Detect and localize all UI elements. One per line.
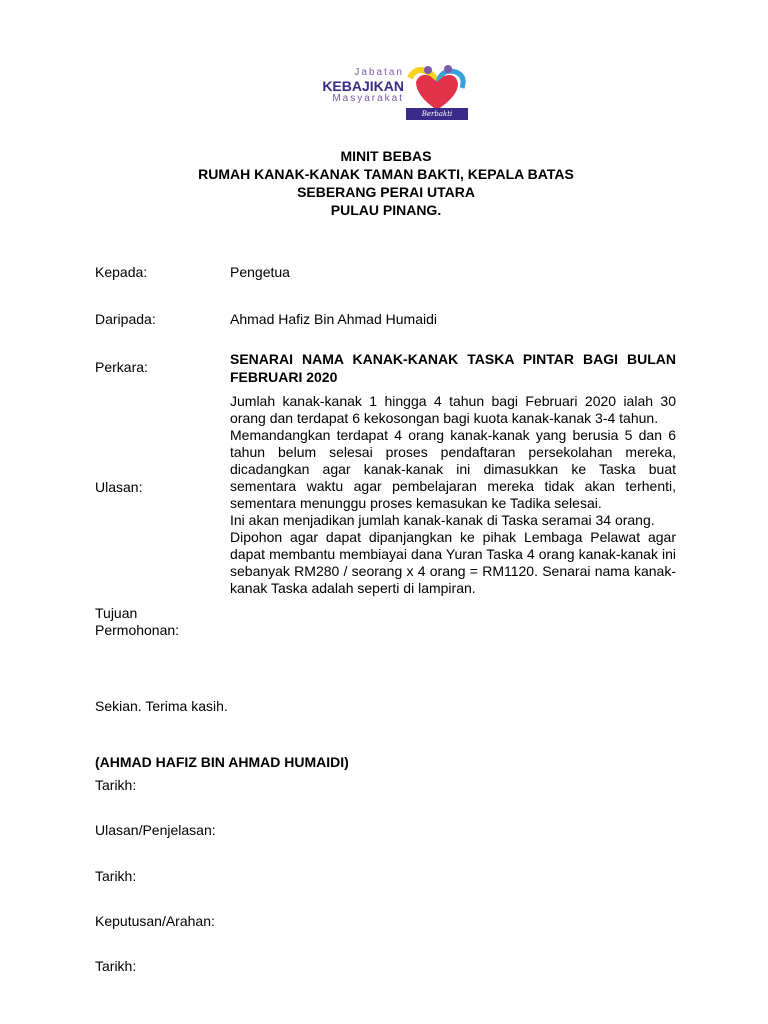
tarikh-1: Tarikh: (95, 777, 137, 793)
perkara-value: SENARAI NAMA KANAK-KANAK TASKA PINTAR BAGI BULAN FEBRUARI 2020 (230, 351, 676, 385)
ulasan-paragraph-1: Jumlah kanak-kanak 1 hingga 4 tahun bagi Februari 2020 ialah 30 orang dan terdapat 6 kekosongan bagi kuota kanak-kanak 3-4 tahun. (230, 393, 676, 426)
logo-wordmark (322, 68, 404, 104)
daripada-label: Daripada: (95, 311, 156, 327)
ulasan-label: Ulasan: (95, 479, 143, 495)
tarikh-3: Tarikh: (95, 958, 137, 974)
tujuan-label-line1: Tujuan (95, 605, 138, 621)
tujuan-permohonan-label (95, 605, 179, 639)
logo-jabatan: Jabatan (354, 67, 404, 78)
tujuan-paragraph: Dipohon agar dapat dipanjangkan ke pihak Lembaga Pelawat agar dapat membantu membiayai dana Yuran Taska 4 orang kanak-kanak ini sebanyak RM280 / seorang x 4 orang = RM1120. Senarai nama kanak-kanak Taska adalah seperti di lampiran. (230, 529, 676, 596)
perkara-label: Perkara: (95, 359, 148, 375)
ulasan-paragraph-3: Ini akan menjadikan jumlah kanak-kanak di Taska seramai 34 orang. (230, 512, 655, 528)
signatory-name: (AHMAD HAFIZ BIN AHMAD HUMAIDI) (95, 754, 349, 770)
tarikh-2: Tarikh: (95, 868, 137, 884)
memo-header (0, 147, 768, 219)
logo-motto: Berbakti Bersama (406, 108, 468, 120)
memo-title: MINIT BEBAS (340, 148, 432, 164)
logo-masyarakat: Masyarakat (332, 93, 404, 104)
ulasan-paragraph-2: Memandangkan terdapat 4 orang kanak-kanak yang berusia 5 dan 6 tahun belum selesai proses pendaftaran persekolahan mereka, dicadangkan agar kanak-kanak ini dimasukkan ke Taska buat sementara waktu agar pembelajaran mereka tidak akan terhenti, sementara menunggu proses kemasukan ke Tadika selesai. (230, 427, 676, 511)
institution-name: RUMAH KANAK-KANAK TAMAN BAKTI, KEPALA BATAS (198, 166, 574, 182)
kepada-value: Pengetua (230, 264, 290, 280)
ulasan-body (230, 393, 676, 597)
logo-kebajikan: KEBAJIKAN (322, 78, 404, 94)
keputusan-arahan-label: Keputusan/Arahan: (95, 913, 215, 929)
tujuan-label-line2: Permohonan: (95, 622, 180, 638)
jkm-logo (322, 64, 474, 130)
district-name: SEBERANG PERAI UTARA (297, 184, 475, 200)
closing-thanks: Sekian. Terima kasih. (95, 698, 228, 714)
state-name: PULAU PINANG. (330, 202, 442, 218)
ulasan-penjelasan-label: Ulasan/Penjelasan: (95, 822, 216, 838)
kepada-label: Kepada: (95, 264, 148, 280)
daripada-value: Ahmad Hafiz Bin Ahmad Humaidi (230, 311, 437, 327)
